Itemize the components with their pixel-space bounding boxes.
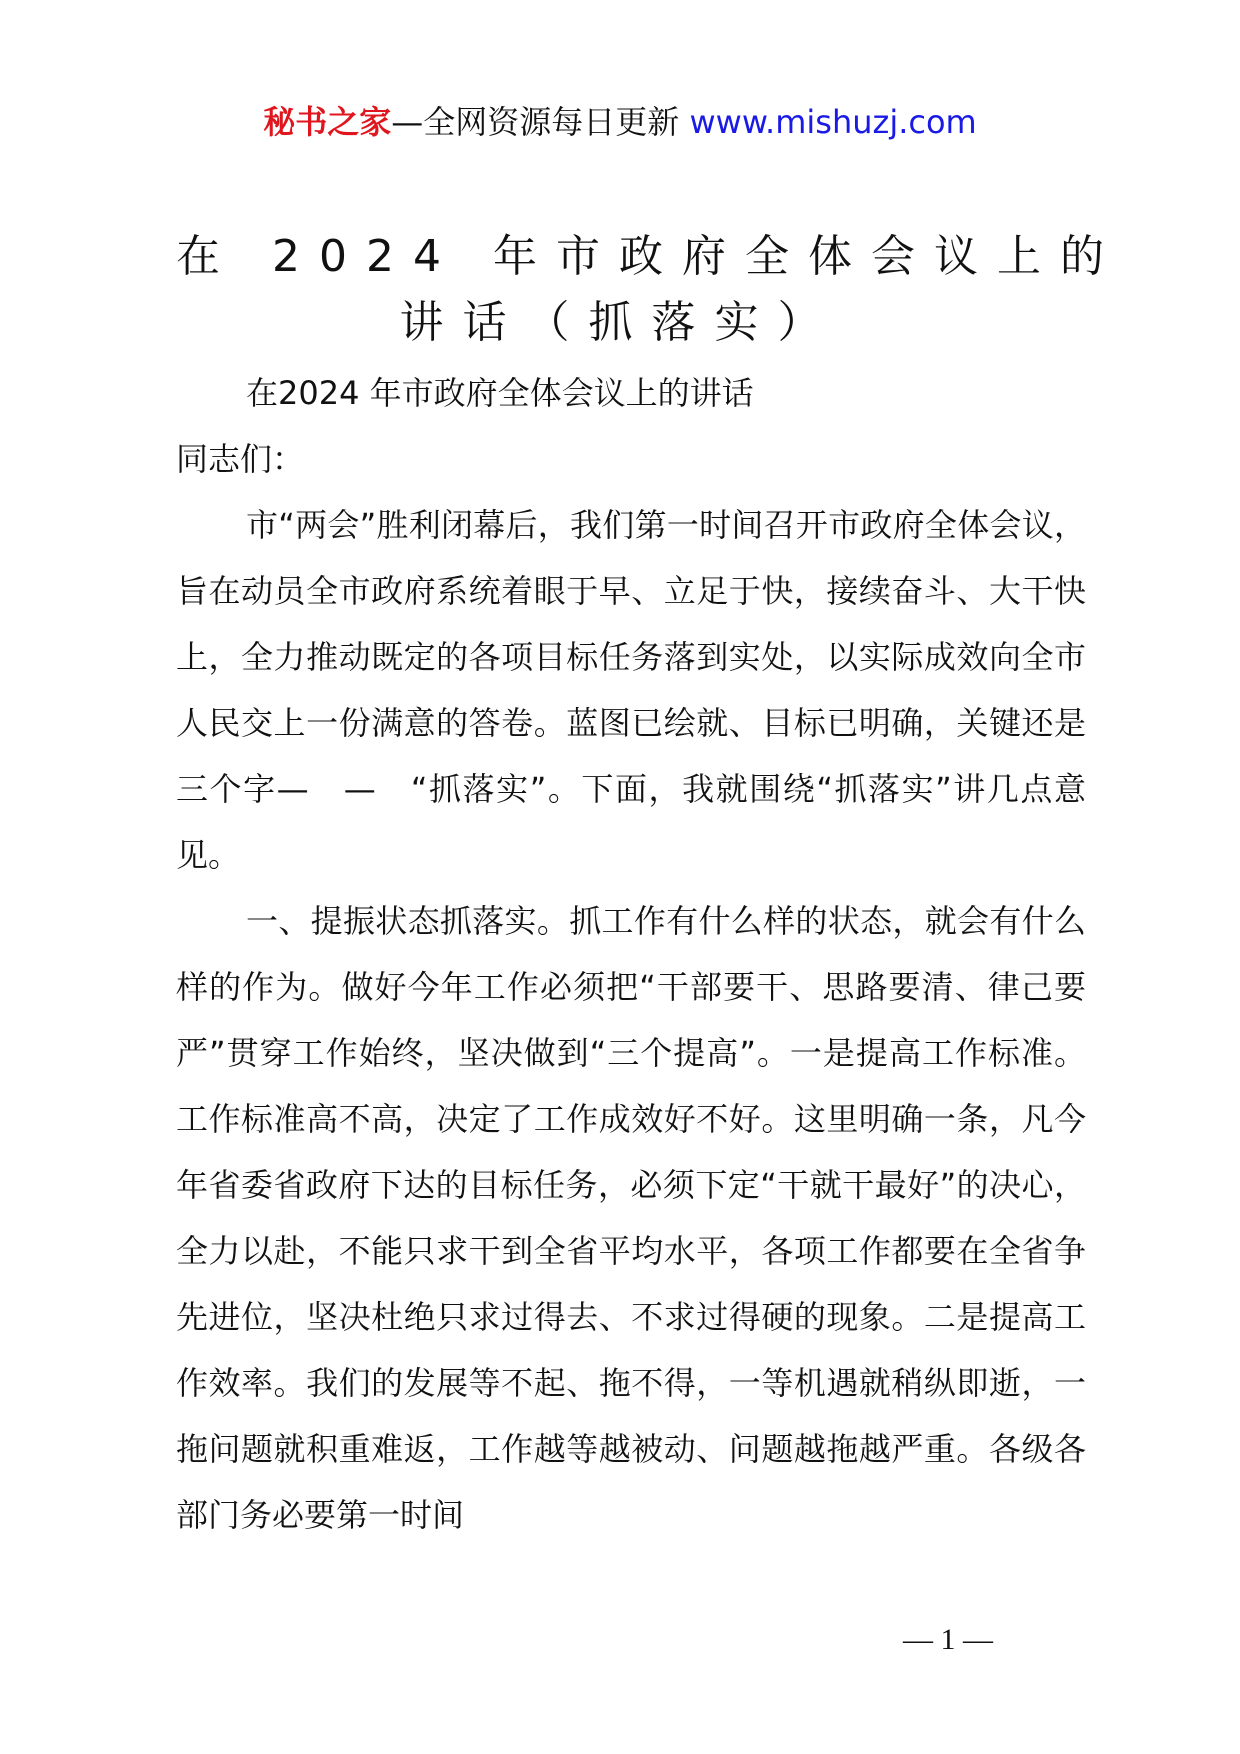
header-tagline: —全网资源每日更新: [391, 103, 680, 141]
title-line-1: 在 2024 年市政府全体会议上的: [176, 231, 1123, 282]
brand-name: 秘书之家: [263, 103, 392, 141]
body-paragraph: 市“两会”胜利闭幕后，我们第一时间召开市政府全体会议，旨在动员全市政府系统着眼于早、立足于快，接续奋斗、大干快上，全力推动既定的各项目标任务落到实处，以实际成效向全市人民交上一份满意的答卷。蓝图已绘就、目标已明确，关键还是三个字— — “抓落实”。下面，我就围绕“抓落实”讲几点意见。: [176, 506, 1086, 874]
page-number: — 1 —: [903, 1623, 993, 1656]
document-body: [176, 360, 1086, 1548]
salutation: 同志们：: [176, 440, 305, 478]
document-title: [176, 224, 1123, 356]
title-line-2: 讲话（抓落实）: [399, 297, 841, 348]
site-header: [0, 98, 1240, 146]
site-url-link[interactable]: www.mishuzj.com: [689, 103, 977, 141]
body-paragraph: 一、提振状态抓落实。抓工作有什么样的状态，就会有什么样的作为。做好今年工作必须把“干部要干、思路要清、律己要严”贯穿工作始终，坚决做到“三个提高”。一是提高工作标准。工作标准高不高，决定了工作成效好不好。这里明确一条，凡今年省委省政府下达的目标任务，必须下定“干就干最好”的决心，全力以赴，不能只求干到全省平均水平，各项工作都要在全省争先进位，坚决杜绝只求过得去、不求过得硬的现象。二是提高工作效率。我们的发展等不起、拖不得，一等机遇就稍纵即逝，一拖问题就积重难返，工作越等越被动、问题越拖越严重。各级各部门务必要第一时间: [176, 902, 1086, 1534]
document-subtitle: 在2024 年市政府全体会议上的讲话: [246, 374, 754, 412]
